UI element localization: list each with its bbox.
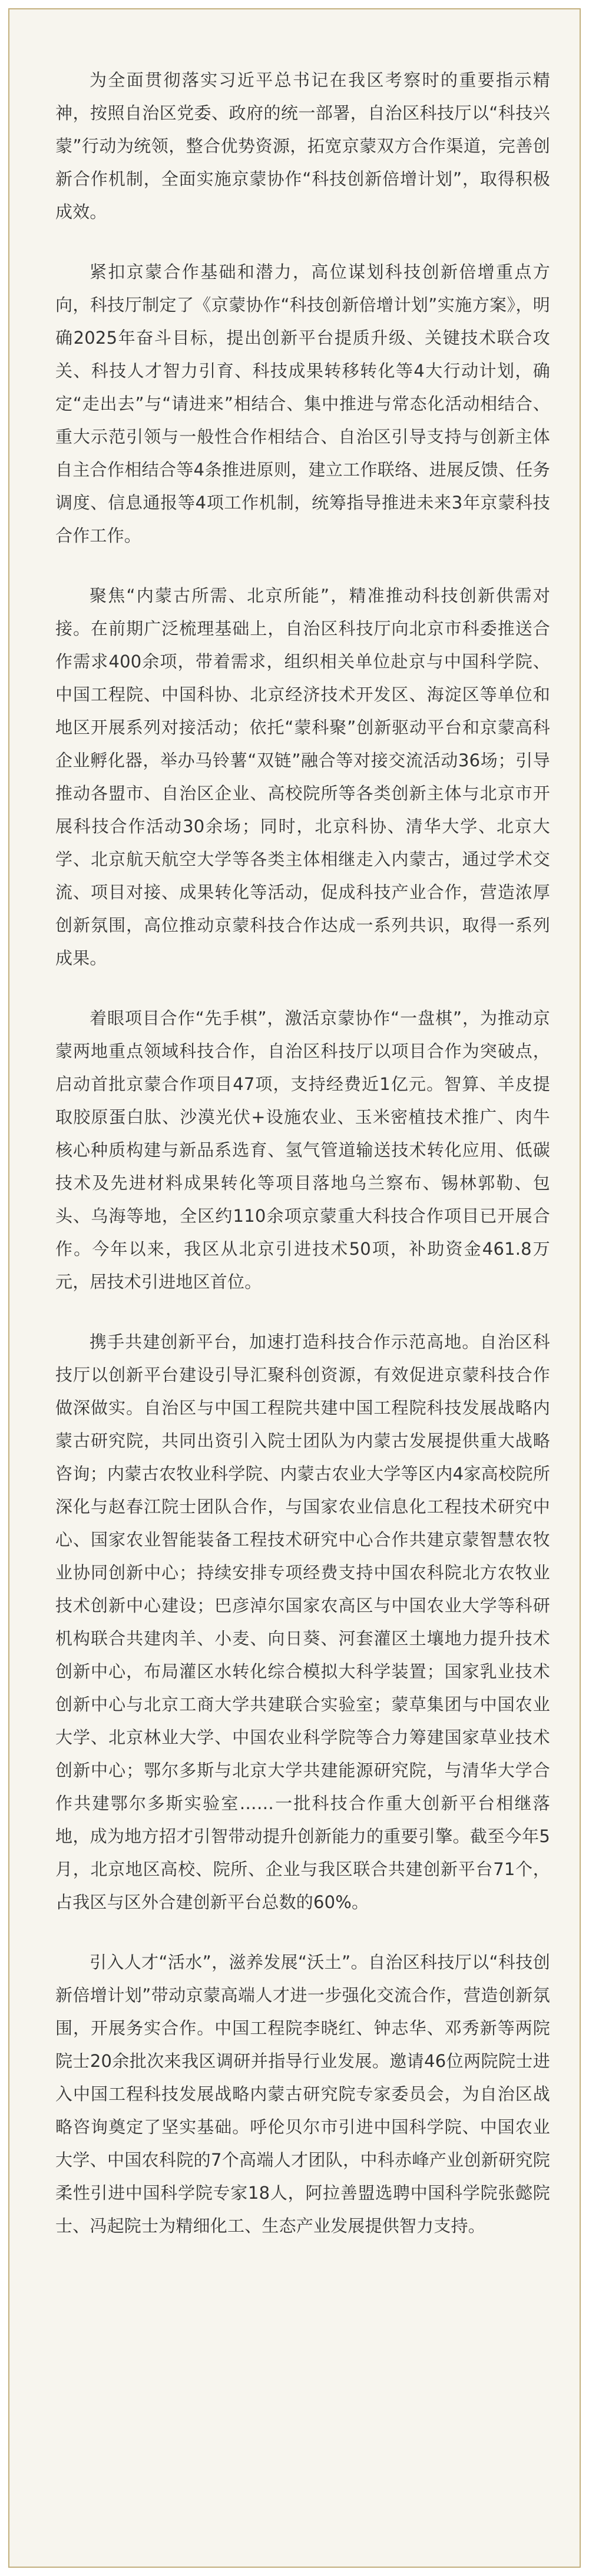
paragraph-implementation-plan: 紧扣京蒙合作基础和潜力，高位谋划科技创新倍增重点方向，科技厅制定了《京蒙协作“科技创新倍增计划”实施方案》，明确2025年奋斗目标，提出创新平台提质升级、关键技术联合攻关、科技人才智力引育、科技成果转移转化等4大行动计划，确定“走出去”与“请进来”相结合、集中推进与常态化活动相结合、重大示范引领与一般性合作相结合、自治区引导支持与创新主体自主合作相结合等4条推进原则，建立工作联络、进展反馈、任务调度、信息通报等4项工作机制，统筹指导推进未来3年京蒙科技合作工作。 <box>55 262 550 546</box>
paragraph-projects: 着眼项目合作“先手棋”，激活京蒙协作“一盘棋”，为推动京蒙两地重点领域科技合作，自治区科技厅以项目合作为突破点，启动首批京蒙合作项目47项，支持经费近1亿元。智算、羊皮提取胶原蛋白肽、沙漠光伏+设施农业、玉米密植技术推广、肉牛核心种质构建与新品系选育、氢气管道输送技术转化应用、低碳技术及先进材料成果转化等项目落地乌兰察布、锡林郭勒、包头、乌海等地，全区约110余项京蒙重大科技合作项目已开展合作。今年以来，我区从北京引进技术50项，补助资金461.8万元，居技术引进地区首位。 <box>55 1008 550 1292</box>
paragraph-platforms: 携手共建创新平台，加速打造科技合作示范高地。自治区科技厅以创新平台建设引导汇聚科创资源，有效促进京蒙科技合作做深做实。自治区与中国工程院共建中国工程院科技发展战略内蒙古研究院，共同出资引入院士团队为内蒙古发展提供重大战略咨询；内蒙古农牧业科学院、内蒙古农业大学等区内4家高校院所深化与赵春江院士团队合作，与国家农业信息化工程技术研究中心、国家农业智能装备工程技术研究中心合作共建京蒙智慧农牧业协同创新中心；持续安排专项经费支持中国农科院北方农牧业技术创新中心建设；巴彦淖尔国家农高区与中国农业大学等科研机构联合共建肉羊、小麦、向日葵、河套灌区土壤地力提升技术创新中心，布局灌区水转化综合模拟大科学装置；国家乳业技术创新中心与北京工商大学共建联合实验室；蒙草集团与中国农业大学、北京林业大学、中国农业科学院等合力筹建国家草业技术创新中心；鄂尔多斯与北京大学共建能源研究院，与清华大学合作共建鄂尔多斯实验室……一批科技合作重大创新平台相继落地，成为地方招才引智带动提升创新能力的重要引擎。截至今年5月，北京地区高校、院所、企业与我区联合共建创新平台71个，占我区与区外合建创新平台总数的60%。 <box>55 1332 550 1912</box>
paragraph-intro: 为全面贯彻落实习近平总书记在我区考察时的重要指示精神，按照自治区党委、政府的统一部署，自治区科技厅以“科技兴蒙”行动为统领，整合优势资源，拓宽京蒙双方合作渠道，完善创新合作机制，全面实施京蒙协作“科技创新倍增计划”，取得积极成效。 <box>55 70 550 222</box>
article-body <box>55 64 550 2269</box>
paragraph-talent: 引入人才“活水”，滋养发展“沃土”。自治区科技厅以“科技创新倍增计划”带动京蒙高端人才进一步强化交流合作，营造创新氛围，开展务实合作。中国工程院李晓红、钟志华、邓秀新等两院院士20余批次来我区调研并指导行业发展。邀请46位两院院士进入中国工程科技发展战略内蒙古研究院专家委员会，为自治区战略咨询奠定了坚实基础。呼伦贝尔市引进中国科学院、中国农业大学、中国农科院的7个高端人才团队，中科赤峰产业创新研究院柔性引进中国科学院专家18人，阿拉善盟选聘中国科学院张懿院士、冯起院士为精细化工、生态产业发展提供智力支持。 <box>55 1952 550 2236</box>
paragraph-supply-demand: 聚焦“内蒙古所需、北京所能”，精准推动科技创新供需对接。在前期广泛梳理基础上，自治区科技厅向北京市科委推送合作需求400余项，带着需求，组织相关单位赴京与中国科学院、中国工程院、中国科协、北京经济技术开发区、海淀区等单位和地区开展系列对接活动；依托“蒙科聚”创新驱动平台和京蒙高科企业孵化器，举办马铃薯“双链”融合等对接交流活动36场；引导推动各盟市、自治区企业、高校院所等各类创新主体与北京市开展科技合作活动30余场；同时，北京科协、清华大学、北京大学、北京航天航空大学等各类主体相继走入内蒙古，通过学术交流、项目对接、成果转化等活动，促成科技产业合作，营造浓厚创新氛围，高位推动京蒙科技合作达成一系列共识，取得一系列成果。 <box>55 586 550 968</box>
article-frame <box>8 8 581 2568</box>
